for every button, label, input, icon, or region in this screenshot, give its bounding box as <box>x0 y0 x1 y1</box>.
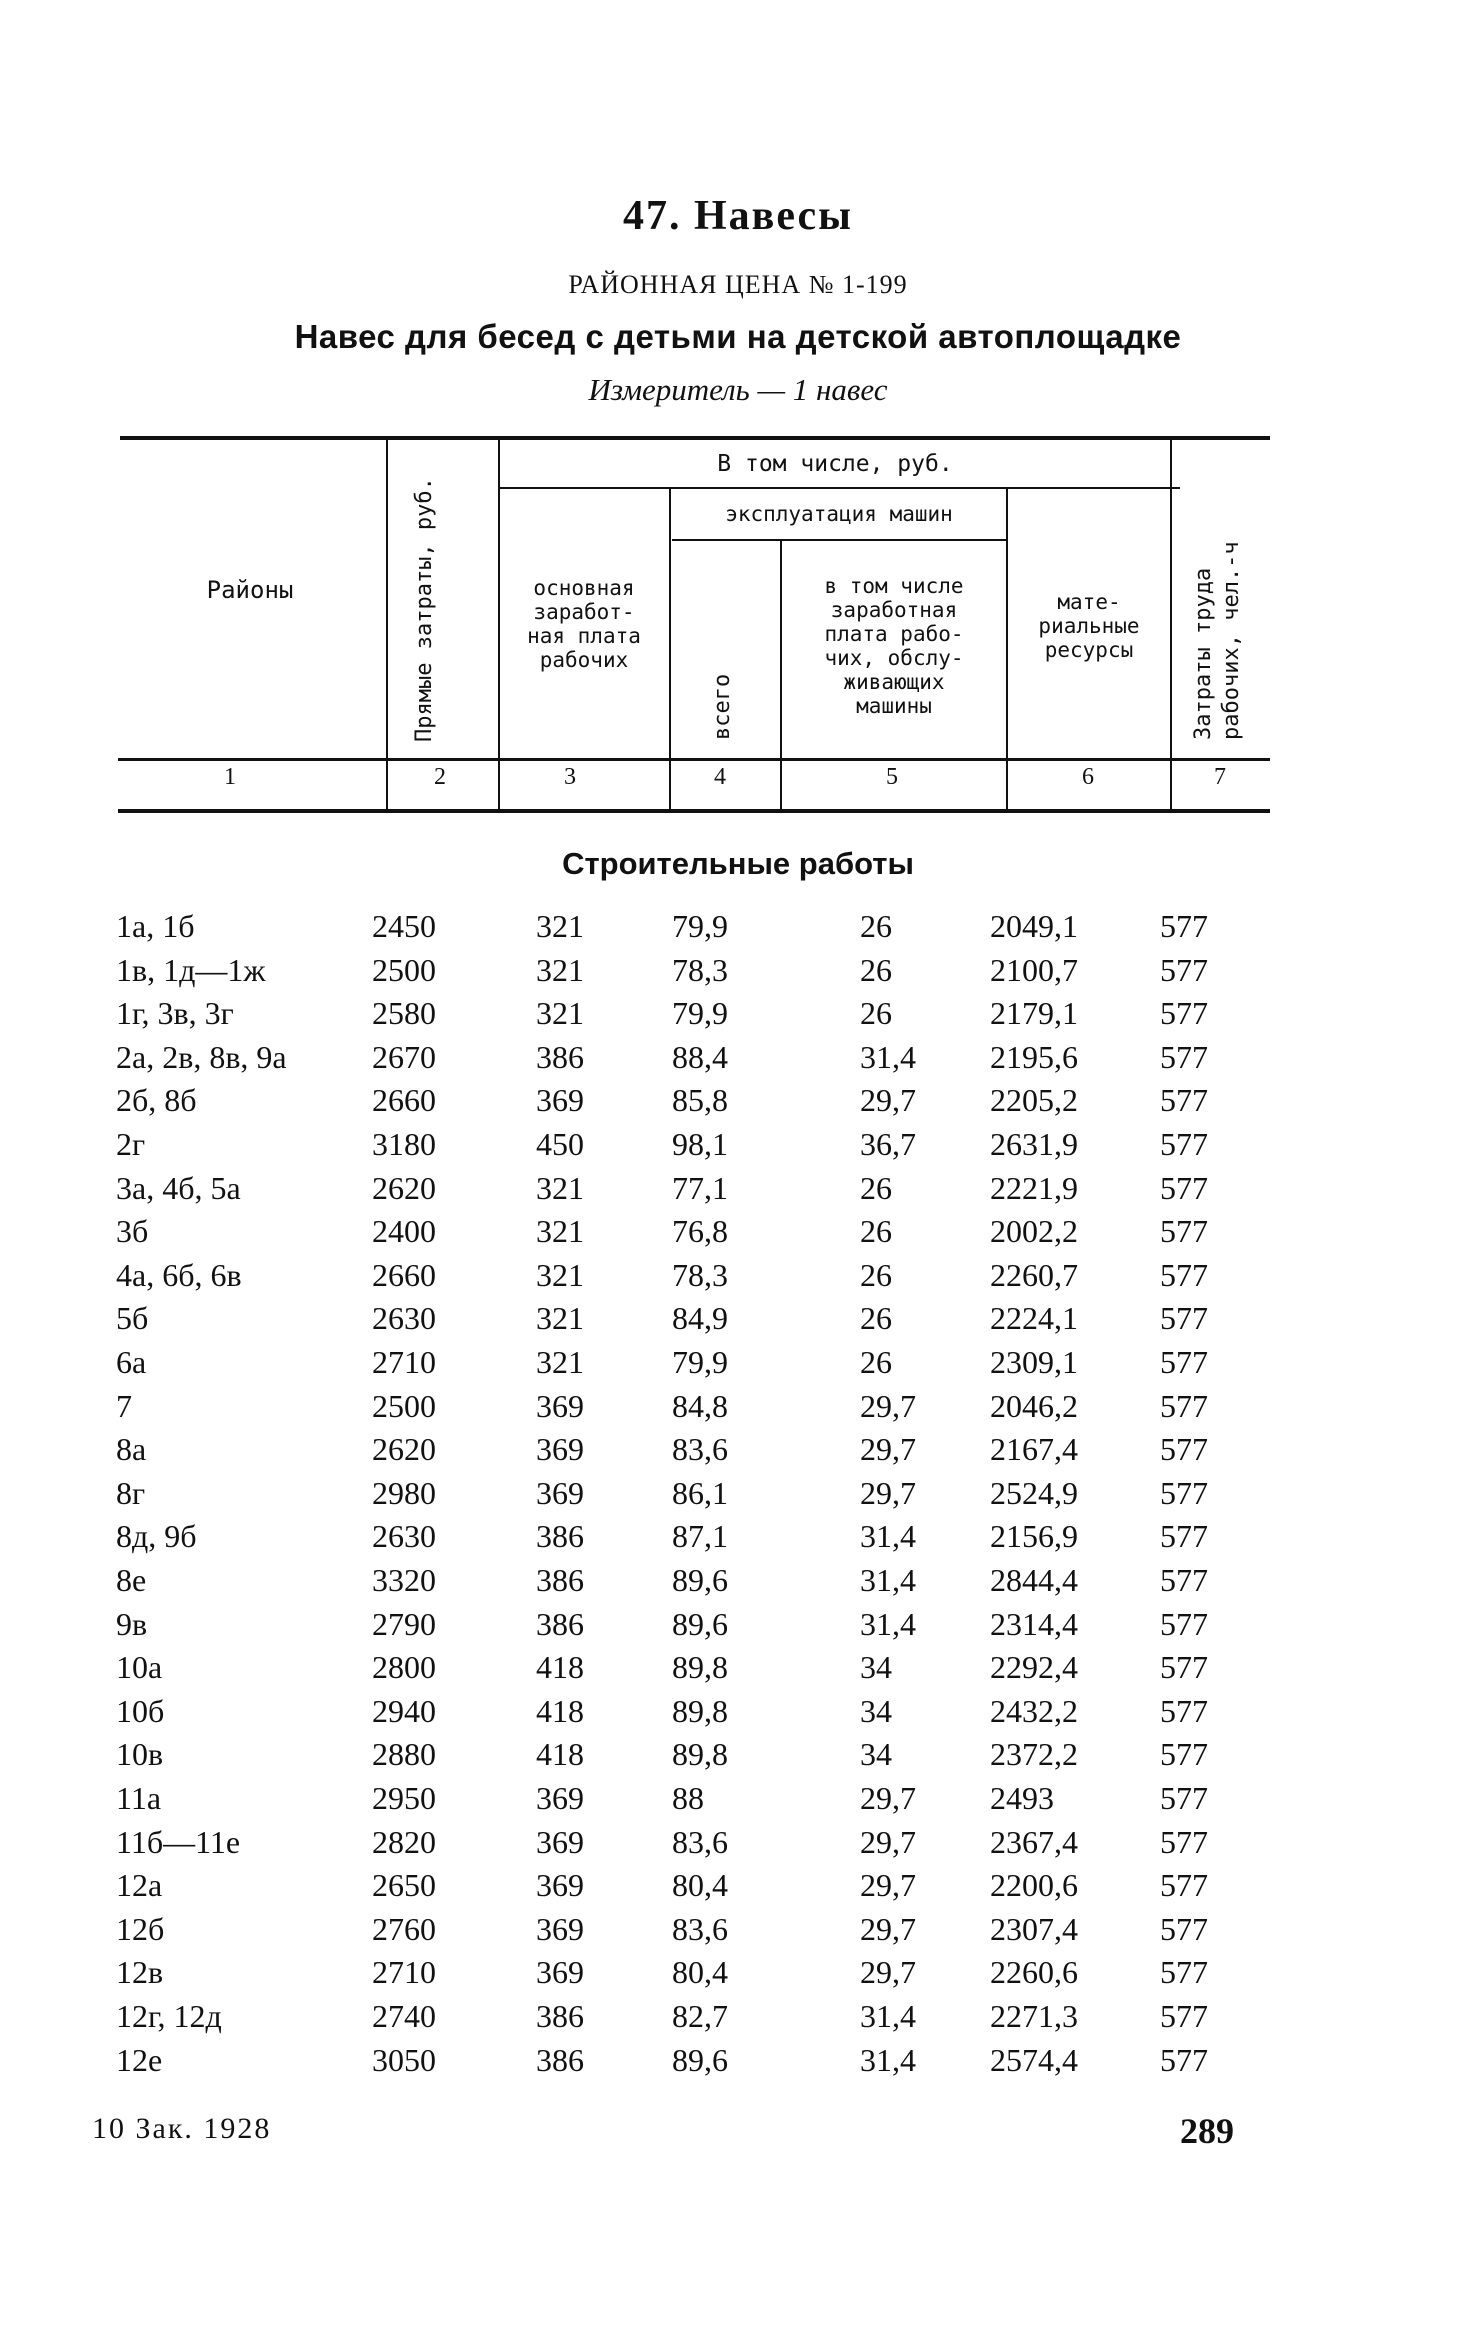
cell-direct-costs: 2660 <box>372 1256 436 1293</box>
cell-machine-wage: 31,4 <box>860 1038 916 1075</box>
cell-machine-total: 89,6 <box>672 2041 728 2078</box>
cell-machine-total: 89,8 <box>672 1736 728 1773</box>
cell-district: 11б—11е <box>116 1823 241 1860</box>
cell-machine-wage: 26 <box>860 995 892 1032</box>
cell-materials: 2221,9 <box>990 1169 1078 1206</box>
cell-machine-total: 79,9 <box>672 908 728 944</box>
cell-base-wage: 321 <box>536 908 584 944</box>
cell-district: 2б, 8б <box>116 1082 197 1119</box>
cell-materials: 2314,4 <box>990 1605 1078 1642</box>
table-row <box>0 1867 1476 1911</box>
cell-machine-total: 80,4 <box>672 1867 728 1904</box>
cell-labor: 577 <box>1160 1126 1208 1162</box>
colnum-7: 7 <box>1214 764 1226 790</box>
cell-base-wage: 369 <box>536 1387 584 1424</box>
table-row <box>0 1126 1476 1170</box>
cell-district: 8е <box>116 1562 147 1598</box>
cell-materials: 2200,6 <box>990 1867 1078 1904</box>
cell-labor: 577 <box>1160 1300 1208 1337</box>
cell-machine-wage: 31,4 <box>860 1998 916 2034</box>
cell-base-wage: 321 <box>536 951 584 988</box>
cell-labor: 577 <box>1160 2041 1208 2078</box>
cell-machine-wage: 29,7 <box>860 1431 916 1468</box>
table-row <box>0 1518 1476 1562</box>
cell-base-wage: 321 <box>536 995 584 1032</box>
table-row <box>0 908 1476 952</box>
table-row <box>0 1649 1476 1693</box>
cell-district: 3б <box>116 1213 149 1250</box>
col-divider-3 <box>669 488 671 810</box>
cell-machine-total: 82,7 <box>672 1998 728 2034</box>
cell-labor: 577 <box>1160 908 1208 944</box>
cell-machine-wage: 31,4 <box>860 1562 916 1598</box>
cell-district: 12в <box>116 1954 164 1991</box>
section-heading: Строительные работы <box>562 846 914 881</box>
cell-machine-wage: 26 <box>860 951 892 988</box>
cell-machine-total: 83,6 <box>672 1910 728 1947</box>
cell-direct-costs: 2630 <box>372 1300 436 1337</box>
cell-labor: 577 <box>1160 1954 1208 1991</box>
cell-machine-total: 86,1 <box>672 1474 728 1511</box>
cell-labor: 577 <box>1160 1823 1208 1860</box>
header-including: В том числе, руб. <box>717 451 953 477</box>
cell-direct-costs: 2400 <box>372 1213 436 1250</box>
cell-labor: 577 <box>1160 1910 1208 1947</box>
including-rule <box>500 487 1180 489</box>
cell-labor: 577 <box>1160 1038 1208 1075</box>
cell-materials: 2260,6 <box>990 1954 1078 1991</box>
header-machine-ops: эксплуатация машин <box>725 502 953 526</box>
cell-materials: 2260,7 <box>990 1256 1078 1293</box>
cell-machine-total: 78,3 <box>672 951 728 988</box>
table-row <box>0 1039 1476 1083</box>
cell-base-wage: 321 <box>536 1344 584 1380</box>
cell-district: 8г <box>116 1474 146 1511</box>
cell-machine-wage: 29,7 <box>860 1082 916 1119</box>
cell-base-wage: 386 <box>536 1605 584 1642</box>
cell-machine-total: 85,8 <box>672 1082 728 1119</box>
order-note: 10 Зак. 1928 <box>92 2112 272 2145</box>
table-row <box>0 1911 1476 1955</box>
cell-base-wage: 369 <box>536 1431 584 1468</box>
table-row <box>0 2042 1476 2086</box>
colnum-4: 4 <box>714 764 726 790</box>
cell-machine-total: 83,6 <box>672 1431 728 1468</box>
cell-labor: 577 <box>1160 1562 1208 1598</box>
col-divider-1 <box>386 438 388 810</box>
cell-materials: 2224,1 <box>990 1300 1078 1337</box>
cell-base-wage: 321 <box>536 1300 584 1337</box>
header-districts: Районы <box>206 576 294 604</box>
cell-base-wage: 386 <box>536 1038 584 1075</box>
cell-materials: 2179,1 <box>990 995 1078 1032</box>
cell-district: 12б <box>116 1910 165 1947</box>
cell-machine-wage: 26 <box>860 908 892 944</box>
cell-materials: 2844,4 <box>990 1562 1078 1598</box>
table-row <box>0 1300 1476 1344</box>
cell-district: 3а, 4б, 5а <box>116 1169 241 1206</box>
cell-labor: 577 <box>1160 1344 1208 1380</box>
header-direct-costs: Прямые затраты, руб. <box>412 477 437 742</box>
colnum-3: 3 <box>564 764 576 790</box>
cell-labor: 577 <box>1160 1256 1208 1293</box>
cell-district: 10б <box>116 1692 165 1729</box>
cell-materials: 2167,4 <box>990 1431 1078 1468</box>
table-row <box>0 1780 1476 1824</box>
cell-labor: 577 <box>1160 951 1208 988</box>
cell-machine-wage: 34 <box>860 1736 892 1773</box>
cell-materials: 2195,6 <box>990 1038 1078 1075</box>
colnum-5: 5 <box>886 764 898 790</box>
table-row <box>0 1954 1476 1998</box>
colnum-2: 2 <box>434 764 446 790</box>
cell-base-wage: 369 <box>536 1954 584 1991</box>
cell-direct-costs: 2500 <box>372 1387 436 1424</box>
cell-materials: 2432,2 <box>990 1692 1078 1729</box>
cell-machine-total: 79,9 <box>672 995 728 1032</box>
cell-machine-wage: 26 <box>860 1169 892 1206</box>
cell-direct-costs: 2670 <box>372 1038 436 1075</box>
cell-base-wage: 418 <box>536 1692 584 1729</box>
header-labor: Затраты труда рабочих, чел.-ч <box>1191 541 1244 740</box>
item-title: Навес для бесед с детьми на детской автоплощадке <box>294 318 1182 355</box>
cell-district: 8д, 9б <box>116 1518 197 1555</box>
cell-labor: 577 <box>1160 1518 1208 1555</box>
top-rule <box>120 436 1270 440</box>
cell-machine-wage: 31,4 <box>860 2041 916 2078</box>
cell-machine-total: 79,9 <box>672 1344 728 1380</box>
cell-machine-wage: 26 <box>860 1300 892 1337</box>
price-label: РАЙОННАЯ ЦЕНА № 1-199 <box>568 270 908 299</box>
header-machine-wage: в том числе заработная плата рабо- чих, обслу- живающих машины <box>824 574 964 718</box>
cell-district: 2г <box>116 1126 146 1162</box>
cell-district: 11а <box>116 1780 162 1816</box>
cell-materials: 2002,2 <box>990 1213 1078 1250</box>
cell-machine-total: 84,9 <box>672 1300 728 1337</box>
table-row <box>0 1388 1476 1432</box>
cell-labor: 577 <box>1160 1692 1208 1729</box>
cell-machine-total: 76,8 <box>672 1213 728 1250</box>
cell-direct-costs: 2820 <box>372 1823 436 1860</box>
cell-direct-costs: 2650 <box>372 1867 436 1904</box>
cell-machine-wage: 31,4 <box>860 1605 916 1642</box>
cell-direct-costs: 3050 <box>372 2041 436 2078</box>
cell-machine-total: 89,8 <box>672 1692 728 1729</box>
cell-machine-total: 98,1 <box>672 1126 728 1162</box>
cell-base-wage: 418 <box>536 1736 584 1773</box>
cell-base-wage: 369 <box>536 1474 584 1511</box>
cell-base-wage: 386 <box>536 1518 584 1555</box>
header-total: всего <box>710 673 735 740</box>
table-row <box>0 1082 1476 1126</box>
cell-materials: 2631,9 <box>990 1126 1078 1162</box>
cell-direct-costs: 2620 <box>372 1431 436 1468</box>
cell-materials: 2367,4 <box>990 1823 1078 1860</box>
table-row <box>0 1824 1476 1868</box>
cell-base-wage: 321 <box>536 1169 584 1206</box>
cell-district: 12г, 12д <box>116 1998 222 2034</box>
cell-direct-costs: 2800 <box>372 1649 436 1686</box>
cell-district: 5б <box>116 1300 149 1337</box>
cell-direct-costs: 2660 <box>372 1082 436 1119</box>
cell-base-wage: 369 <box>536 1823 584 1860</box>
cell-base-wage: 418 <box>536 1649 584 1686</box>
cell-materials: 2205,2 <box>990 1082 1078 1119</box>
cell-machine-wage: 29,7 <box>860 1954 916 1991</box>
cell-machine-total: 78,3 <box>672 1256 728 1293</box>
cell-direct-costs: 2980 <box>372 1474 436 1511</box>
table-row <box>0 952 1476 996</box>
cell-labor: 577 <box>1160 1169 1208 1206</box>
cell-labor: 577 <box>1160 1213 1208 1250</box>
cell-machine-wage: 29,7 <box>860 1780 916 1816</box>
cell-base-wage: 369 <box>536 1867 584 1904</box>
cell-machine-total: 83,6 <box>672 1823 728 1860</box>
cell-district: 1а, 1б <box>116 908 195 944</box>
table-row <box>0 1213 1476 1257</box>
header-bottom-rule <box>118 758 1270 761</box>
page-number: 289 <box>1180 2111 1234 2151</box>
cell-machine-total: 89,6 <box>672 1605 728 1642</box>
table-row <box>0 1257 1476 1301</box>
cell-labor: 577 <box>1160 1431 1208 1468</box>
cell-machine-wage: 26 <box>860 1256 892 1293</box>
cell-labor: 577 <box>1160 1605 1208 1642</box>
cell-materials: 2046,2 <box>990 1387 1078 1424</box>
cell-materials: 2372,2 <box>990 1736 1078 1773</box>
cell-labor: 577 <box>1160 1867 1208 1904</box>
cell-machine-wage: 29,7 <box>860 1867 916 1904</box>
cell-district: 6а <box>116 1344 147 1380</box>
header-base-wage: основная заработ- ная плата рабочих <box>527 576 641 672</box>
table-row <box>0 995 1476 1039</box>
cell-base-wage: 386 <box>536 2041 584 2078</box>
table-row <box>0 1475 1476 1519</box>
cell-machine-total: 77,1 <box>672 1169 728 1206</box>
cell-machine-wage: 26 <box>860 1344 892 1380</box>
table-row <box>0 1562 1476 1606</box>
cell-district: 7 <box>116 1387 132 1424</box>
cell-materials: 2493 <box>990 1780 1054 1816</box>
cell-district: 10в <box>116 1736 164 1773</box>
cell-machine-total: 89,8 <box>672 1649 728 1686</box>
cell-machine-total: 80,4 <box>672 1954 728 1991</box>
cell-labor: 577 <box>1160 1649 1208 1686</box>
cell-base-wage: 450 <box>536 1126 584 1162</box>
table-row <box>0 1344 1476 1388</box>
cell-district: 12а <box>116 1867 163 1904</box>
cell-labor: 577 <box>1160 995 1208 1032</box>
cell-district: 10а <box>116 1649 163 1686</box>
cell-machine-total: 87,1 <box>672 1518 728 1555</box>
cell-machine-wage: 36,7 <box>860 1126 916 1162</box>
cell-labor: 577 <box>1160 1780 1208 1816</box>
measure-unit: Измеритель — 1 навес <box>588 372 888 407</box>
cell-base-wage: 386 <box>536 1998 584 2034</box>
cell-machine-total: 88 <box>672 1780 704 1816</box>
cell-direct-costs: 2620 <box>372 1169 436 1206</box>
cell-labor: 577 <box>1160 1082 1208 1119</box>
table-row <box>0 1693 1476 1737</box>
cell-direct-costs: 2760 <box>372 1910 436 1947</box>
cell-base-wage: 369 <box>536 1910 584 1947</box>
cell-materials: 2271,3 <box>990 1998 1078 2034</box>
cell-direct-costs: 3180 <box>372 1126 436 1162</box>
cell-machine-total: 89,6 <box>672 1562 728 1598</box>
cell-district: 1в, 1д—1ж <box>116 951 266 988</box>
cell-direct-costs: 2710 <box>372 1954 436 1991</box>
cell-direct-costs: 2500 <box>372 951 436 988</box>
cell-base-wage: 321 <box>536 1256 584 1293</box>
cell-base-wage: 369 <box>536 1780 584 1816</box>
cell-labor: 577 <box>1160 1998 1208 2034</box>
cell-direct-costs: 2740 <box>372 1998 436 2034</box>
colnum-bottom-rule <box>118 809 1270 813</box>
cell-machine-wage: 29,7 <box>860 1823 916 1860</box>
cell-machine-wage: 34 <box>860 1649 892 1686</box>
table-row <box>0 1431 1476 1475</box>
cell-base-wage: 369 <box>536 1082 584 1119</box>
cell-district: 4а, 6б, 6в <box>116 1256 242 1293</box>
cell-base-wage: 386 <box>536 1562 584 1598</box>
cell-materials: 2307,4 <box>990 1910 1078 1947</box>
cell-machine-wage: 26 <box>860 1213 892 1250</box>
cell-direct-costs: 2630 <box>372 1518 436 1555</box>
cell-direct-costs: 2880 <box>372 1736 436 1773</box>
header-materials: мате- риальные ресурсы <box>1038 590 1140 662</box>
cell-machine-total: 84,8 <box>672 1387 728 1424</box>
col-divider-6 <box>1170 438 1172 810</box>
cell-materials: 2524,9 <box>990 1474 1078 1511</box>
cell-direct-costs: 2580 <box>372 995 436 1032</box>
machine-rule <box>672 539 1008 541</box>
cell-district: 9в <box>116 1605 148 1642</box>
colnum-6: 6 <box>1082 764 1094 790</box>
cell-materials: 2156,9 <box>990 1518 1078 1555</box>
table-row <box>0 1170 1476 1214</box>
cell-direct-costs: 2940 <box>372 1692 436 1729</box>
cell-materials: 2049,1 <box>990 908 1078 944</box>
cell-machine-wage: 29,7 <box>860 1474 916 1511</box>
table-row <box>0 1736 1476 1780</box>
cell-labor: 577 <box>1160 1474 1208 1511</box>
cell-machine-total: 88,4 <box>672 1038 728 1075</box>
cell-machine-wage: 29,7 <box>860 1387 916 1424</box>
cell-materials: 2574,4 <box>990 2041 1078 2078</box>
table-row <box>0 1998 1476 2042</box>
cell-district: 2а, 2в, 8в, 9а <box>116 1038 287 1075</box>
cell-machine-wage: 34 <box>860 1692 892 1729</box>
cell-district: 1г, 3в, 3г <box>116 995 234 1032</box>
cell-base-wage: 321 <box>536 1213 584 1250</box>
cell-materials: 2100,7 <box>990 951 1078 988</box>
cell-labor: 577 <box>1160 1736 1208 1773</box>
section-title: 47. Навесы <box>623 193 853 239</box>
colnum-1: 1 <box>224 764 236 790</box>
cell-direct-costs: 3320 <box>372 1562 436 1598</box>
cell-machine-wage: 31,4 <box>860 1518 916 1555</box>
cell-direct-costs: 2450 <box>372 908 436 944</box>
cell-materials: 2309,1 <box>990 1344 1078 1380</box>
cell-direct-costs: 2950 <box>372 1780 436 1816</box>
cell-labor: 577 <box>1160 1387 1208 1424</box>
cell-district: 8а <box>116 1431 147 1468</box>
cell-machine-wage: 29,7 <box>860 1910 916 1947</box>
cell-direct-costs: 2710 <box>372 1344 436 1380</box>
cell-materials: 2292,4 <box>990 1649 1078 1686</box>
table-row <box>0 1606 1476 1650</box>
cell-district: 12е <box>116 2041 163 2078</box>
cell-direct-costs: 2790 <box>372 1605 436 1642</box>
